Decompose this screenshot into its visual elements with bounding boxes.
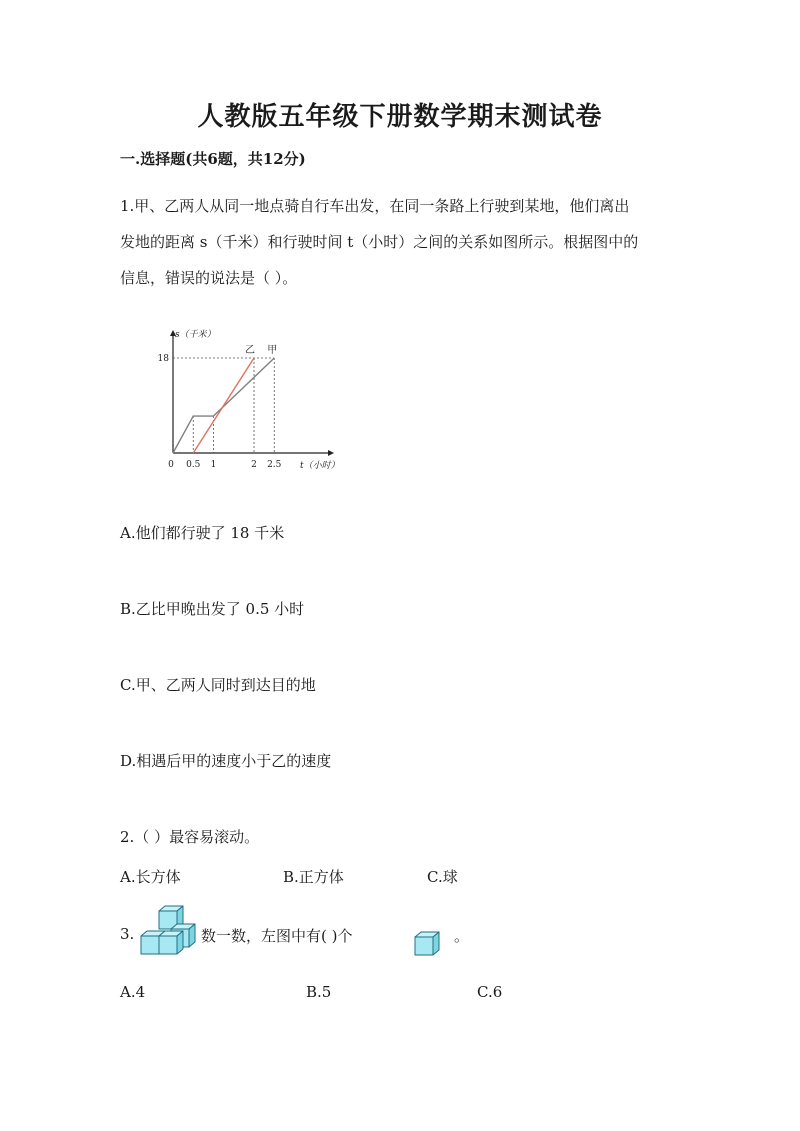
question-1-option-b[interactable]: B.乙比甲晚出发了 0.5 小时 (120, 600, 305, 618)
distance-time-graph (150, 318, 360, 482)
series-label: 甲 (267, 345, 278, 356)
question-3-option-b[interactable]: B.5 (306, 983, 332, 1001)
question-2-option-c[interactable]: C.球 (427, 868, 458, 886)
question-1-option-c[interactable]: C.甲、乙两人同时到达目的地 (120, 676, 316, 694)
x-tick-label: 1 (210, 460, 217, 470)
single-cube-icon (412, 928, 442, 958)
question-1-option-d[interactable]: D.相遇后甲的速度小于乙的速度 (120, 752, 332, 770)
series-line (193, 358, 254, 453)
question-3-stem: 数一数，左图中有( )个 (201, 927, 353, 945)
question-2-stem: 2.（ ）最容易滚动。 (120, 828, 260, 846)
page-title: 人教版五年级下册数学期末测试卷 (197, 102, 603, 132)
y-tick-label: 18 (157, 354, 169, 364)
series-label: 乙 (245, 345, 255, 356)
x-tick-label: 0.5 (186, 460, 201, 470)
question-1-option-a[interactable]: A.他们都行驶了 18 千米 (120, 524, 285, 542)
x-axis-label: t（小时） (300, 461, 340, 471)
question-3-option-a[interactable]: A.4 (120, 983, 146, 1001)
x-tick-label: 2.5 (267, 460, 282, 470)
question-1-line: 发地的距离 s（千米）和行驶时间 t（小时）之间的关系如图所示。根据图中的 (120, 233, 639, 251)
question-3-number: 3. (120, 925, 135, 943)
x-tick-label: 2 (251, 460, 257, 470)
question-3-option-c[interactable]: C.6 (477, 983, 503, 1001)
question-1-line: 信息，错误的说法是（ ）。 (120, 269, 298, 287)
question-3-suffix: 。 (454, 927, 470, 945)
y-axis-label: s（千米） (175, 330, 216, 340)
question-2-option-b[interactable]: B.正方体 (283, 868, 344, 886)
x-axis-arrow (328, 450, 334, 456)
stacked-cubes-figure (137, 905, 201, 957)
question-1-stem (120, 188, 700, 296)
x-tick-label: 0 (168, 460, 174, 470)
section-heading: 一.选择题(共6题，共12分) (120, 150, 306, 168)
question-1-line: 1.甲、乙两人从同一地点骑自行车出发，在同一条路上行驶到某地，他们离出 (120, 197, 630, 215)
question-2-option-a[interactable]: A.长方体 (120, 868, 181, 886)
